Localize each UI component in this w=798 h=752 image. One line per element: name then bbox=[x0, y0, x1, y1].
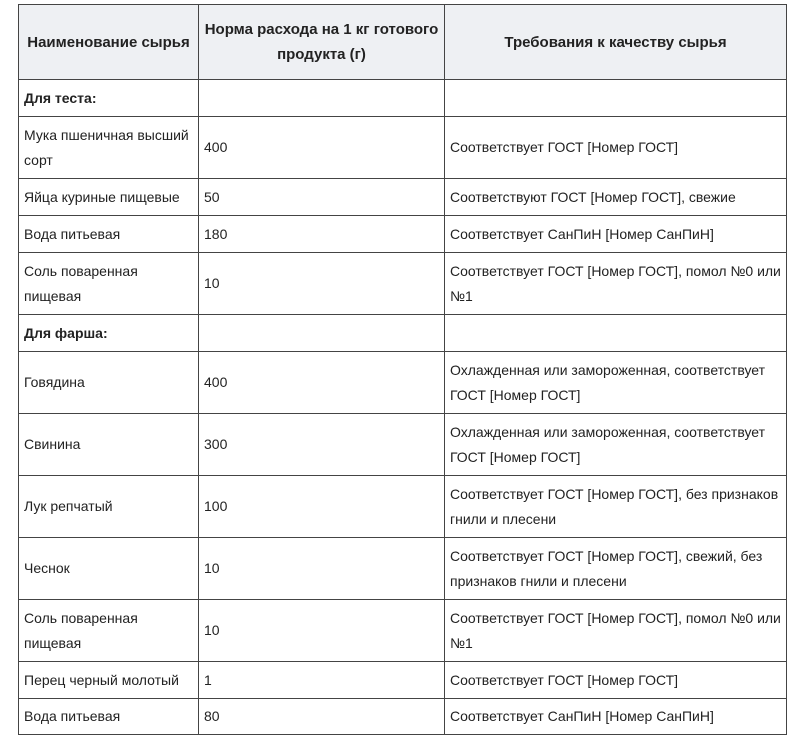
cell-norm: 10 bbox=[199, 253, 445, 315]
cell-norm: 80 bbox=[199, 699, 445, 735]
header-row bbox=[19, 5, 787, 80]
cell-norm: 400 bbox=[199, 117, 445, 179]
table-header bbox=[19, 5, 787, 80]
ingredients-table bbox=[18, 4, 787, 735]
table-body bbox=[19, 80, 787, 735]
section-label: Для фарша: bbox=[19, 315, 199, 352]
cell-requirements: Охлажденная или замороженная, соответствует ГОСТ [Номер ГОСТ] bbox=[445, 414, 787, 476]
cell-norm: 50 bbox=[199, 179, 445, 216]
cell-norm: 10 bbox=[199, 600, 445, 662]
table-row bbox=[19, 538, 787, 600]
cell-requirements: Соответствует ГОСТ [Номер ГОСТ] bbox=[445, 662, 787, 699]
cell-name: Лук репчатый bbox=[19, 476, 199, 538]
cell-requirements: Соответствует ГОСТ [Номер ГОСТ], свежий, без признаков гнили и плесени bbox=[445, 538, 787, 600]
cell-name: Перец черный молотый bbox=[19, 662, 199, 699]
table-row bbox=[19, 476, 787, 538]
cell-requirements: Соответствует ГОСТ [Номер ГОСТ], без признаков гнили и плесени bbox=[445, 476, 787, 538]
table-row bbox=[19, 414, 787, 476]
section-label: Для теста: bbox=[19, 80, 199, 117]
cell-name: Соль поваренная пищевая bbox=[19, 600, 199, 662]
header-requirements: Требования к качеству сырья bbox=[445, 5, 787, 80]
cell-name: Вода питьевая bbox=[19, 699, 199, 735]
header-name: Наименование сырья bbox=[19, 5, 199, 80]
cell-norm: 180 bbox=[199, 216, 445, 253]
cell-name: Соль поваренная пищевая bbox=[19, 253, 199, 315]
section-row bbox=[19, 315, 787, 352]
cell-name: Свинина bbox=[19, 414, 199, 476]
table-row bbox=[19, 179, 787, 216]
cell-requirements: Охлажденная или замороженная, соответствует ГОСТ [Номер ГОСТ] bbox=[445, 352, 787, 414]
cell-requirements: Соответствует СанПиН [Номер СанПиН] bbox=[445, 699, 787, 735]
cell-requirements bbox=[445, 80, 787, 117]
cell-name: Чеснок bbox=[19, 538, 199, 600]
table-row bbox=[19, 117, 787, 179]
cell-norm: 10 bbox=[199, 538, 445, 600]
cell-requirements: Соответствует ГОСТ [Номер ГОСТ] bbox=[445, 117, 787, 179]
cell-requirements bbox=[445, 315, 787, 352]
cell-norm: 300 bbox=[199, 414, 445, 476]
cell-name: Яйца куриные пищевые bbox=[19, 179, 199, 216]
cell-norm bbox=[199, 80, 445, 117]
cell-requirements: Соответствует ГОСТ [Номер ГОСТ], помол №0 или №1 bbox=[445, 253, 787, 315]
table-row bbox=[19, 253, 787, 315]
section-row bbox=[19, 80, 787, 117]
table-row bbox=[19, 662, 787, 699]
cell-requirements: Соответствуют ГОСТ [Номер ГОСТ], свежие bbox=[445, 179, 787, 216]
table-row bbox=[19, 699, 787, 735]
cell-norm bbox=[199, 315, 445, 352]
cell-norm: 100 bbox=[199, 476, 445, 538]
cell-name: Вода питьевая bbox=[19, 216, 199, 253]
cell-requirements: Соответствует СанПиН [Номер СанПиН] bbox=[445, 216, 787, 253]
table-row bbox=[19, 352, 787, 414]
cell-name: Мука пшеничная высший сорт bbox=[19, 117, 199, 179]
header-norm: Норма расхода на 1 кг готового продукта (г) bbox=[199, 5, 445, 80]
cell-name: Говядина bbox=[19, 352, 199, 414]
table-row bbox=[19, 216, 787, 253]
cell-norm: 400 bbox=[199, 352, 445, 414]
table-row bbox=[19, 600, 787, 662]
cell-norm: 1 bbox=[199, 662, 445, 699]
cell-requirements: Соответствует ГОСТ [Номер ГОСТ], помол №0 или №1 bbox=[445, 600, 787, 662]
